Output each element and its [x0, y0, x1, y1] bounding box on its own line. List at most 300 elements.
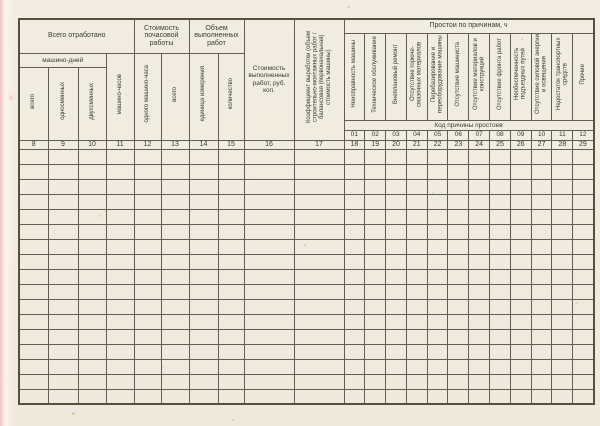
grid-cell — [134, 179, 161, 194]
grid-cell — [78, 239, 106, 254]
grid-cell — [294, 194, 344, 209]
column-number: 8 — [19, 140, 48, 149]
column-number: 10 — [78, 140, 106, 149]
grid-cell — [161, 314, 189, 329]
grid-cell — [552, 239, 573, 254]
grid-cell — [448, 269, 469, 284]
grid-cell — [406, 344, 427, 359]
header-downtime-code-row: Код причины простоев — [344, 120, 594, 130]
grid-cell — [386, 314, 407, 329]
grid-cell — [552, 254, 573, 269]
grid-cell — [552, 359, 573, 374]
grid-cell — [427, 314, 448, 329]
grid-cell — [448, 329, 469, 344]
grid-cell — [510, 254, 531, 269]
column-number: 22 — [427, 140, 448, 149]
grid-cell — [344, 344, 365, 359]
grid-cell — [134, 209, 161, 224]
grid-cell — [573, 389, 594, 404]
grid-cell — [189, 224, 218, 239]
grid-cell — [469, 149, 490, 164]
grid-cell — [552, 314, 573, 329]
grid-cell — [510, 209, 531, 224]
grid-cell — [406, 374, 427, 389]
grid-cell — [344, 194, 365, 209]
downtime-col-label: Прочие — [579, 63, 586, 85]
grid-cell — [365, 224, 386, 239]
grid-cell — [78, 374, 106, 389]
grid-cell — [406, 239, 427, 254]
grid-cell — [365, 374, 386, 389]
grid-cell — [134, 344, 161, 359]
grid-cell — [365, 329, 386, 344]
grid-cell — [510, 329, 531, 344]
grid-cell — [78, 224, 106, 239]
header-days-single-shift — [48, 67, 78, 140]
grid-cell — [406, 329, 427, 344]
header-downtime-col-10 — [531, 33, 552, 120]
grid-cell — [189, 374, 218, 389]
grid-cell — [218, 179, 244, 194]
grid-row — [19, 179, 594, 194]
grid-cell — [19, 179, 48, 194]
grid-cell — [189, 389, 218, 404]
grid-cell — [161, 179, 189, 194]
grid-cell — [134, 194, 161, 209]
grid-cell — [19, 209, 48, 224]
header-downtime-col-03 — [386, 33, 407, 120]
grid-cell — [161, 149, 189, 164]
grid-cell — [48, 284, 78, 299]
grid-cell — [19, 374, 48, 389]
grid-cell — [161, 299, 189, 314]
grid-cell — [490, 164, 511, 179]
grid-cell — [294, 284, 344, 299]
grid-cell — [386, 389, 407, 404]
grid-cell — [218, 359, 244, 374]
grid-cell — [427, 179, 448, 194]
downtime-code: 07 — [469, 130, 490, 140]
grid-cell — [106, 299, 134, 314]
grid-cell — [365, 314, 386, 329]
header-unit — [189, 53, 218, 140]
machine-work-log-table — [18, 18, 595, 405]
grid-cell — [531, 239, 552, 254]
grid-cell — [427, 359, 448, 374]
grid-cell — [244, 314, 294, 329]
column-number: 16 — [244, 140, 294, 149]
column-number: 28 — [552, 140, 573, 149]
grid-cell — [510, 194, 531, 209]
grid-cell — [552, 209, 573, 224]
grid-cell — [573, 209, 594, 224]
grid-cell — [189, 179, 218, 194]
grid-cell — [78, 329, 106, 344]
grid-cell — [344, 299, 365, 314]
grid-cell — [134, 359, 161, 374]
grid-cell — [490, 269, 511, 284]
grid-cell — [106, 179, 134, 194]
grid-cell — [344, 269, 365, 284]
grid-cell — [19, 254, 48, 269]
grid-cell — [448, 374, 469, 389]
grid-cell — [552, 149, 573, 164]
grid-cell — [134, 149, 161, 164]
grid-cell — [531, 344, 552, 359]
grid-cell — [294, 359, 344, 374]
grid-cell — [531, 179, 552, 194]
grid-cell — [218, 374, 244, 389]
grid-cell — [19, 164, 48, 179]
grid-cell — [294, 224, 344, 239]
grid-cell — [427, 194, 448, 209]
grid-cell — [244, 209, 294, 224]
grid-cell — [161, 269, 189, 284]
grid-cell — [19, 284, 48, 299]
grid-cell — [448, 299, 469, 314]
grid-cell — [406, 164, 427, 179]
grid-cell — [344, 149, 365, 164]
grid-cell — [427, 269, 448, 284]
grid-cell — [106, 149, 134, 164]
grid-cell — [78, 389, 106, 404]
grid-cell — [448, 389, 469, 404]
grid-row — [19, 284, 594, 299]
grid-cell — [365, 194, 386, 209]
grid-cell — [19, 149, 48, 164]
header-days-total — [19, 67, 48, 140]
grid-cell — [218, 164, 244, 179]
grid-cell — [427, 299, 448, 314]
grid-cell — [510, 179, 531, 194]
grid-cell — [244, 224, 294, 239]
grid-cell — [344, 209, 365, 224]
header-work-volume: Объем выполненных работ — [189, 19, 244, 53]
machine-hours-label: машино-часов — [116, 73, 123, 115]
header-machine-hours — [106, 53, 134, 140]
grid-cell — [552, 374, 573, 389]
downtime-col-label: Отсутствие фронта работ — [496, 38, 503, 110]
grid-cell — [106, 314, 134, 329]
grid-cell — [19, 299, 48, 314]
grid-cell — [427, 164, 448, 179]
column-number: 18 — [344, 140, 365, 149]
grid-cell — [427, 344, 448, 359]
grid-cell — [469, 299, 490, 314]
column-number: 27 — [531, 140, 552, 149]
grid-row — [19, 149, 594, 164]
grid-cell — [344, 374, 365, 389]
grid-cell — [469, 239, 490, 254]
grid-row — [19, 224, 594, 239]
grid-cell — [294, 389, 344, 404]
grid-cell — [244, 194, 294, 209]
grid-cell — [406, 359, 427, 374]
grid-cell — [510, 299, 531, 314]
grid-cell — [448, 224, 469, 239]
grid-cell — [244, 269, 294, 284]
grid-cell — [161, 224, 189, 239]
grid-cell — [78, 269, 106, 284]
grid-row — [19, 239, 594, 254]
grid-cell — [365, 284, 386, 299]
grid-cell — [344, 164, 365, 179]
grid-cell — [365, 344, 386, 359]
grid-cell — [294, 239, 344, 254]
grid-cell — [189, 329, 218, 344]
grid-cell — [294, 149, 344, 164]
grid-cell — [469, 254, 490, 269]
grid-cell — [531, 284, 552, 299]
grid-cell — [244, 359, 294, 374]
grid-cell — [531, 224, 552, 239]
grid-cell — [448, 209, 469, 224]
grid-cell — [244, 344, 294, 359]
grid-cell — [218, 329, 244, 344]
grid-cell — [510, 224, 531, 239]
header-downtime: Простои по причинам, ч — [344, 19, 594, 33]
grid-cell — [189, 269, 218, 284]
grid-cell — [106, 284, 134, 299]
grid-row — [19, 164, 594, 179]
grid-cell — [406, 284, 427, 299]
grid-cell — [386, 239, 407, 254]
grid-cell — [134, 374, 161, 389]
grid-cell — [189, 209, 218, 224]
header-downtime-col-07 — [469, 33, 490, 120]
grid-cell — [294, 314, 344, 329]
grid-cell — [134, 299, 161, 314]
header-downtime-col-04 — [406, 33, 427, 120]
grid-cell — [134, 389, 161, 404]
grid-cell — [510, 239, 531, 254]
grid-cell — [552, 269, 573, 284]
grid-cell — [386, 359, 407, 374]
grid-cell — [78, 344, 106, 359]
grid-cell — [134, 164, 161, 179]
header-downtime-col-09 — [510, 33, 531, 120]
grid-cell — [48, 179, 78, 194]
grid-cell — [490, 359, 511, 374]
grid-cell — [552, 299, 573, 314]
grid-cell — [134, 224, 161, 239]
grid-cell — [189, 359, 218, 374]
grid-cell — [573, 224, 594, 239]
grid-cell — [106, 344, 134, 359]
grid-cell — [510, 284, 531, 299]
grid-cell — [78, 359, 106, 374]
grid-cell — [218, 344, 244, 359]
grid-cell — [48, 359, 78, 374]
days-total-label: всего — [30, 93, 37, 109]
grid-cell — [344, 179, 365, 194]
grid-cell — [386, 284, 407, 299]
grid-cell — [510, 314, 531, 329]
header-hourly-cost: Стоимость почасовой работы — [134, 19, 189, 53]
header-cost-per-hour — [134, 53, 161, 140]
grid-cell — [386, 299, 407, 314]
grid-cell — [294, 164, 344, 179]
grid-cell — [469, 209, 490, 224]
grid-cell — [294, 299, 344, 314]
downtime-col-label: Отсутствие машиниста — [455, 41, 462, 107]
grid-cell — [161, 194, 189, 209]
grid-cell — [161, 239, 189, 254]
grid-cell — [531, 314, 552, 329]
grid-cell — [531, 359, 552, 374]
grid-cell — [106, 254, 134, 269]
grid-cell — [161, 374, 189, 389]
column-number: 13 — [161, 140, 189, 149]
grid-cell — [573, 314, 594, 329]
grid-cell — [78, 179, 106, 194]
grid-cell — [490, 149, 511, 164]
grid-cell — [448, 359, 469, 374]
grid-cell — [386, 209, 407, 224]
paper-speck — [347, 6, 350, 8]
grid-cell — [427, 209, 448, 224]
quantity-label: количество — [227, 78, 234, 110]
grid-row — [19, 299, 594, 314]
grid-cell — [510, 344, 531, 359]
grid-cell — [448, 254, 469, 269]
grid-cell — [573, 194, 594, 209]
grid-cell — [490, 224, 511, 239]
grid-cell — [218, 209, 244, 224]
grid-cell — [490, 374, 511, 389]
grid-cell — [106, 329, 134, 344]
grid-cell — [469, 179, 490, 194]
downtime-col-label: Перебазирование и переоборудование машины — [430, 35, 444, 113]
grid-cell — [78, 314, 106, 329]
grid-cell — [365, 389, 386, 404]
grid-cell — [552, 179, 573, 194]
downtime-col-label: Необеспеченность подъездных путей — [514, 47, 527, 101]
grid-cell — [365, 149, 386, 164]
grid-cell — [573, 239, 594, 254]
grid-cell — [294, 374, 344, 389]
grid-cell — [48, 239, 78, 254]
grid-cell — [427, 329, 448, 344]
grid-cell — [48, 389, 78, 404]
grid-cell — [244, 389, 294, 404]
grid-cell — [78, 149, 106, 164]
grid-cell — [510, 164, 531, 179]
grid-cell — [218, 239, 244, 254]
column-number: 29 — [573, 140, 594, 149]
grid-cell — [469, 359, 490, 374]
grid-cell — [134, 329, 161, 344]
grid-cell — [244, 329, 294, 344]
grid-cell — [48, 254, 78, 269]
grid-cell — [344, 359, 365, 374]
cost-per-hour-label: одного машино-часа — [144, 65, 151, 123]
grid-cell — [531, 194, 552, 209]
grid-cell — [48, 164, 78, 179]
grid-cell — [427, 374, 448, 389]
grid-cell — [406, 149, 427, 164]
grid-cell — [406, 314, 427, 329]
grid-cell — [573, 344, 594, 359]
grid-cell — [573, 254, 594, 269]
grid-cell — [78, 194, 106, 209]
downtime-code: 10 — [531, 130, 552, 140]
grid-cell — [294, 254, 344, 269]
grid-cell — [469, 194, 490, 209]
grid-cell — [490, 179, 511, 194]
grid-cell — [218, 299, 244, 314]
column-number: 15 — [218, 140, 244, 149]
grid-cell — [48, 149, 78, 164]
grid-cell — [294, 269, 344, 284]
grid-cell — [386, 194, 407, 209]
header-output-ratio — [294, 19, 344, 140]
grid-cell — [531, 149, 552, 164]
grid-cell — [365, 179, 386, 194]
grid-cell — [19, 194, 48, 209]
grid-cell — [365, 239, 386, 254]
column-number: 21 — [406, 140, 427, 149]
grid-cell — [218, 254, 244, 269]
grid-cell — [134, 239, 161, 254]
grid-cell — [365, 269, 386, 284]
downtime-code: 04 — [406, 130, 427, 140]
grid-cell — [406, 224, 427, 239]
grid-cell — [106, 209, 134, 224]
grid-cell — [448, 239, 469, 254]
grid-cell — [106, 224, 134, 239]
grid-cell — [19, 359, 48, 374]
grid-cell — [510, 149, 531, 164]
grid-row — [19, 389, 594, 404]
grid-cell — [19, 314, 48, 329]
grid-cell — [573, 179, 594, 194]
grid-cell — [386, 374, 407, 389]
grid-cell — [406, 209, 427, 224]
grid-row — [19, 194, 594, 209]
grid-cell — [490, 344, 511, 359]
unit-label: единица измерения — [200, 66, 207, 122]
paper-speck — [9, 95, 13, 101]
grid-row — [19, 329, 594, 344]
grid-cell — [106, 359, 134, 374]
grid-cell — [469, 389, 490, 404]
grid-cell — [490, 254, 511, 269]
grid-cell — [189, 194, 218, 209]
scan-edge-artifact — [0, 0, 15, 426]
grid-cell — [427, 224, 448, 239]
grid-cell — [189, 299, 218, 314]
grid-cell — [386, 179, 407, 194]
grid-cell — [78, 164, 106, 179]
grid-cell — [106, 374, 134, 389]
grid-cell — [189, 239, 218, 254]
grid-cell — [244, 164, 294, 179]
grid-cell — [48, 314, 78, 329]
grid-cell — [573, 164, 594, 179]
grid-cell — [573, 359, 594, 374]
downtime-code: 05 — [427, 130, 448, 140]
grid-cell — [510, 269, 531, 284]
grid-cell — [134, 284, 161, 299]
grid-cell — [344, 239, 365, 254]
grid-cell — [427, 284, 448, 299]
column-number: 20 — [386, 140, 407, 149]
grid-cell — [386, 344, 407, 359]
grid-cell — [294, 344, 344, 359]
column-number: 25 — [490, 140, 511, 149]
column-number: 9 — [48, 140, 78, 149]
